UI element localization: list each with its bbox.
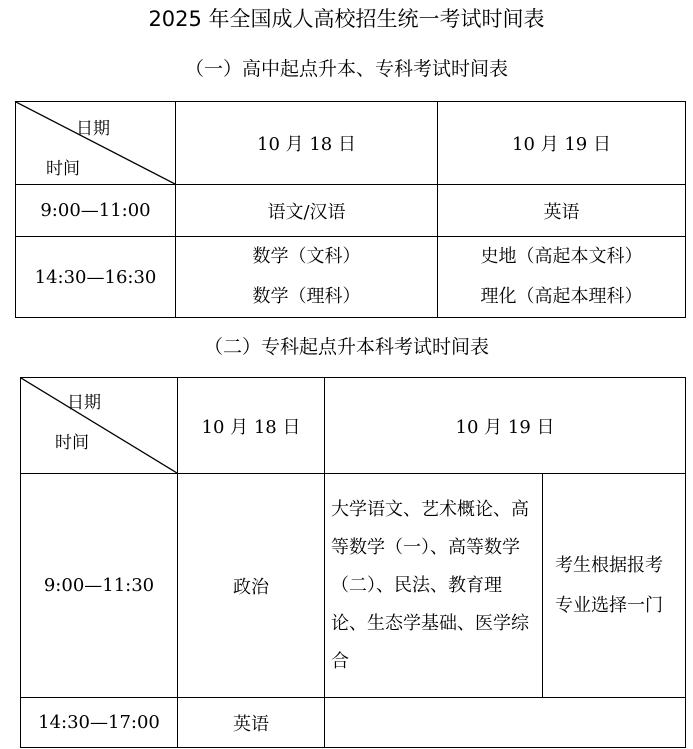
subject-line: 数学（理科） <box>252 286 361 307</box>
subject-cell: 语文/汉语 <box>176 185 438 237</box>
page-title: 2025 年全国成人高校招生统一考试时间表 <box>148 7 545 31</box>
date-header-1: 10 月 18 日 <box>176 102 438 185</box>
section1-title: （一）高中起点升本、专科考试时间表 <box>184 58 508 80</box>
subject-cell: 英语 <box>438 185 686 237</box>
corner-cell <box>16 102 176 185</box>
table-row <box>21 474 686 698</box>
subject-cell: 政治 <box>178 474 325 698</box>
date-header-2: 10 月 19 日 <box>325 378 686 474</box>
date-header-1: 10 月 18 日 <box>178 378 325 474</box>
table-row <box>16 185 686 237</box>
corner-date-label: 日期 <box>67 393 101 413</box>
subject-line: 理化（高起本理科） <box>480 286 643 307</box>
section2-title: （二）专科起点升本科考试时间表 <box>203 336 489 358</box>
subject-cell <box>176 237 438 318</box>
empty-cell <box>325 698 686 748</box>
table-row <box>21 378 686 474</box>
subject-line: 数学（文科） <box>252 246 361 267</box>
time-cell: 14:30—17:00 <box>21 698 178 748</box>
table-row <box>16 102 686 185</box>
corner-date-label: 日期 <box>76 119 110 139</box>
table-row <box>21 698 686 748</box>
table-row <box>16 237 686 318</box>
time-cell: 9:00—11:00 <box>16 185 176 237</box>
schedule-table-2 <box>20 377 686 748</box>
subject-line: 史地（高起本文科） <box>480 246 643 267</box>
corner-time-label: 时间 <box>55 433 89 453</box>
time-cell: 14:30—16:30 <box>16 237 176 318</box>
time-cell: 9:00—11:30 <box>21 474 178 698</box>
subject-cell <box>438 237 686 318</box>
schedule-table-1 <box>15 101 686 318</box>
note-cell: 考生根据报考专业选择一门 <box>543 474 686 698</box>
corner-cell <box>21 378 178 474</box>
subjects-list-cell: 大学语文、艺术概论、高等数学（一）、高等数学（二）、民法、教育理论、生态学基础、医学综合 <box>325 474 543 698</box>
date-header-2: 10 月 19 日 <box>438 102 686 185</box>
subject-cell: 英语 <box>178 698 325 748</box>
corner-time-label: 时间 <box>46 159 80 179</box>
